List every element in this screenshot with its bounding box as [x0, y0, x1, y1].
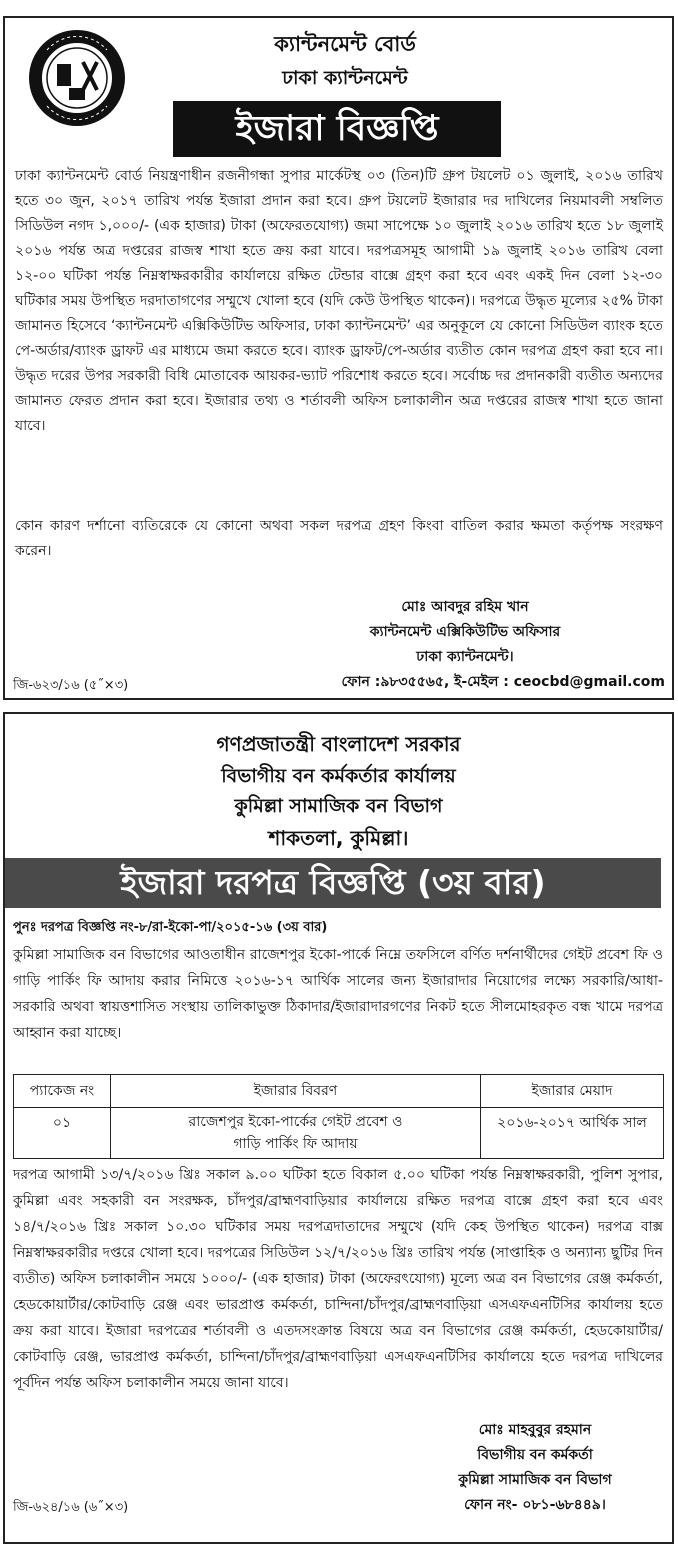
office-name: বিভাগীয় বন কর্মকর্তার কার্যালয়	[221, 765, 456, 787]
notice-body: দরপত্র আগামী ১৩/৭/২০১৬ খ্রিঃ সকাল ৯.০০ ঘটিকা হতে বিকাল ৫.০০ ঘটিকা পর্যন্ত নিম্নস্বাক্ষরকারী, পুলিশ সুপার, কুমিল্লা এবং সহকারী বন সংরক্ষক, চাঁদপুর/ব্রাহ্মণবাড়িয়ার কার্যালয়ে রক্ষিত দরপত্র বাক্সে গ্রহণ করা হবে এবং ১৪/৭/২০১৬ খ্রিঃ সকাল ১০.৩০ ঘটিকার সময় দরপত্রদাতাদের সম্মুখে (যদি কেহ উপস্থিত থাকেন) দরপত্র বাক্স নিম্নস্বাক্ষরকারীর দপ্তরে খোলা হবে। দরপত্রের সিডিউল ১২/৭/২০১৬ খ্রিঃ তারিখ পর্যন্ত (সাপ্তাহিক ও অন্যান্য ছুটির দিন ব্যতীত) অফিস চলাকালীন সময়ে ১০০০/- (এক হাজার) টাকা (অফেরৎযোগ্য) মূল্যে অত্র বন বিভাগের রেঞ্জ কর্মকর্তা, হেডকোয়ার্টার/কোটবাড়ি রেঞ্জ এবং ভারপ্রাপ্ত কর্মকর্তা, চান্দিনা/চাঁদপুর/ব্রাহ্মণবাড়িয়া এসএফএনটিসির কার্যালয় হতে ক্রয় করা যাবে। ইজারা দরপত্রের শর্তাবলী ও এতদসংক্রান্ত বিষয়ে অত্র বন বিভাগের রেঞ্জ কর্মকর্তা, হেডকোয়ার্টার/কোটবাড়ি রেঞ্জ, ভারপ্রাপ্ত কর্মকর্তা, চান্দিনা/চাঁদপুর/ব্রাহ্মণবাড়িয়া এসএফএনটিসির কার্যালয়ে হতে দরপত্র দাখিলের পূর্বদিন পর্যন্ত অফিস চলাকালীন সময়ে জানা যাবে।	[13, 1167, 663, 1391]
signatory-place: ঢাকা ক্যান্টনমেন্ট।	[416, 649, 514, 665]
division-name: কুমিল্লা সামাজিক বন বিভাগ	[234, 795, 443, 817]
cell-period: ২০১৬-২০১৭ আর্থিক সাল	[481, 1108, 664, 1159]
top-strip	[0, 0, 678, 12]
cell-description	[111, 1108, 481, 1159]
header-description: ইজারার বিবরণ	[111, 1075, 481, 1108]
cell-description-line2: গাড়ি পার্কিং ফি আদায়	[233, 1136, 358, 1152]
org-name: ক্যান্টনমেন্ট বোর্ড	[274, 32, 416, 56]
contact-info: ফোন :৯৮৩৫৫৬৫, ই-মেইল : ceocbd@gmail.com	[341, 674, 665, 690]
signatory-name: মোঃ আবদুর রহিম খান	[401, 599, 529, 615]
notice-body: ঢাকা ক্যান্টনমেন্ট বোর্ড নিয়ন্ত্রণাধীন রজনীগন্ধা সুপার মার্কেটস্থ ০৩ (তিন)টি গ্রুপ টয়লেট ০১ জুলাই, ২০১৬ তারিখ হতে ৩০ জুন, ২০১৭ তারিখ পর্যন্ত ইজারা প্রদান করা হবে। গ্রুপ টয়লেট ইজারার দর দাখিলের নিয়মাবলী সম্বলিত সিডিউল নগদ ১,০০০/- (এক হাজার) টাকা (অফেরতযোগ্য) জমা সাপেক্ষে ১০ জুলাই ২০১৬ তারিখ হতে ১৮ জুলাই ২০১৬ পর্যন্ত অত্র দপ্তরের রাজস্ব শাখা হতে ক্রয় করা যাবে। দরপত্রসমূহ আগামী ১৯ জুলাই ২০১৬ তারিখ বেলা ১২-০০ ঘটিকা পর্যন্ত নিম্নস্বাক্ষরকারীর কার্যালয়ে রক্ষিত টেন্ডার বাক্সে গ্রহণ করা হবে এবং একই দিন বেলা ১২-৩০ ঘটিকার সময় উপস্থিত দরদাতাগণের সম্মুখে খোলা হবে (যদি কেউ উপস্থিত থাকেন)। দরপত্রে উদ্ধৃত মূল্যের ২৫% টাকা জামানত হিসেবে ‘ক্যান্টনমেন্ট এক্সিকিউটিভ অফিসার, ঢাকা ক্যান্টনমেন্ট’ এর অনুকূলে যে কোনো সিডিউল ব্যাংক হতে পে-অর্ডার/ব্যাংক ড্রাফট এর মাধ্যমে জমা করতে হবে। ব্যাংক ড্রাফট/পে-অর্ডার ব্যতীত কোন দরপত্র গ্রহণ করা হবে না। উদ্ধৃত দরের উপর সরকারী বিধি মোতাবেক আয়কর-ভ্যাট পরিশোধ করতে হবে। সর্বোচ্চ দর প্রদানকারী ব্যতীত অন্যদের জামানত ফেরত প্রদান করা হবে। ইজারার তথ্য ও শর্তাবলী অফিস চলাকালীন অত্র দপ্তরের রাজস্ব শাখা হতে জানা যাবে।	[15, 168, 663, 434]
signatory-division: কুমিল্লা সামাজিক বন বিভাগ	[458, 1472, 612, 1488]
table-header-row	[14, 1075, 664, 1108]
notice-banner: ইজারা বিজ্ঞপ্তি	[173, 101, 501, 157]
table-row	[14, 1108, 664, 1159]
cantonment-lease-notice	[3, 16, 674, 700]
signatory-name: মোঃ মাহবুবুর রহমান	[478, 1422, 592, 1438]
ad-code: জি-৬২৩/১৬ (৫˝×৩)	[13, 678, 129, 693]
cell-package: ০১	[14, 1108, 111, 1159]
notice-banner: ইজারা দরপত্র বিজ্ঞপ্তি (৩য় বার)	[5, 858, 661, 908]
office-address: শাকতলা, কুমিল্লা।	[268, 826, 409, 850]
org-location: ঢাকা ক্যান্টনমেন্ট	[282, 67, 408, 89]
package-table	[13, 1074, 664, 1159]
government-name: গণপ্রজাতন্ত্রী বাংলাদেশ সরকার	[216, 732, 461, 756]
notice-reference: পুনঃ দরপত্র বিজ্ঞপ্তি নং-৮/রা-ইকো-পা/২০১৫-১৬ (৩য় বার)	[13, 920, 328, 935]
notice-intro: কুমিল্লা সামাজিক বন বিভাগের আওতাধীন রাজেশপুর ইকো-পার্কে নিম্নে তফসিলে বর্ণিত দর্শনার্থীদের গেইট প্রবেশ ফি ও গাড়ি পার্কিং ফি আদায় করার নিমিত্তে ২০১৬-১৭ আর্থিক সালের জন্য ইজারাদার নিয়োগের লক্ষ্যে সরকারি/আধা-সরকারি অথবা স্বায়ত্তশাসিত সংস্থায় তালিকাভুক্ত ঠিকাদার/ইজারাদারগণের নিকট হতে সীলমোহরকৃত বন্ধ খামে দরপত্র আহ্বান করা যাচ্ছে।	[13, 947, 663, 1041]
signatory-title: বিভাগীয় বন কর্মকর্তা	[477, 1447, 593, 1463]
signatory-phone: ফোন নং- ০৮১-৬৮৪৪৯।	[464, 1497, 606, 1513]
signatory-title: ক্যান্টনমেন্ট এক্সিকিউটিভ অফিসার	[369, 624, 561, 640]
notice-reservation: কোন কারণ দর্শানো ব্যতিরেকে যে কোনো অথবা সকল দরপত্র গ্রহণ কিংবা বাতিল করার ক্ষমতা কর্তৃপক্ষ সংরক্ষণ করেন।	[15, 518, 663, 559]
forest-lease-notice	[3, 712, 674, 1544]
header-period: ইজারার মেয়াদ	[481, 1075, 664, 1108]
ad-code: জি-৬২৪/১৬ (৬˝×৩)	[13, 1500, 129, 1515]
header-package: প্যাকেজ নং	[14, 1075, 111, 1108]
seal-icon	[27, 28, 127, 128]
cell-description-line1: রাজেশপুর ইকো-পার্কের গেইট প্রবেশ ও	[188, 1114, 403, 1130]
cantonment-board-seal	[27, 28, 127, 128]
